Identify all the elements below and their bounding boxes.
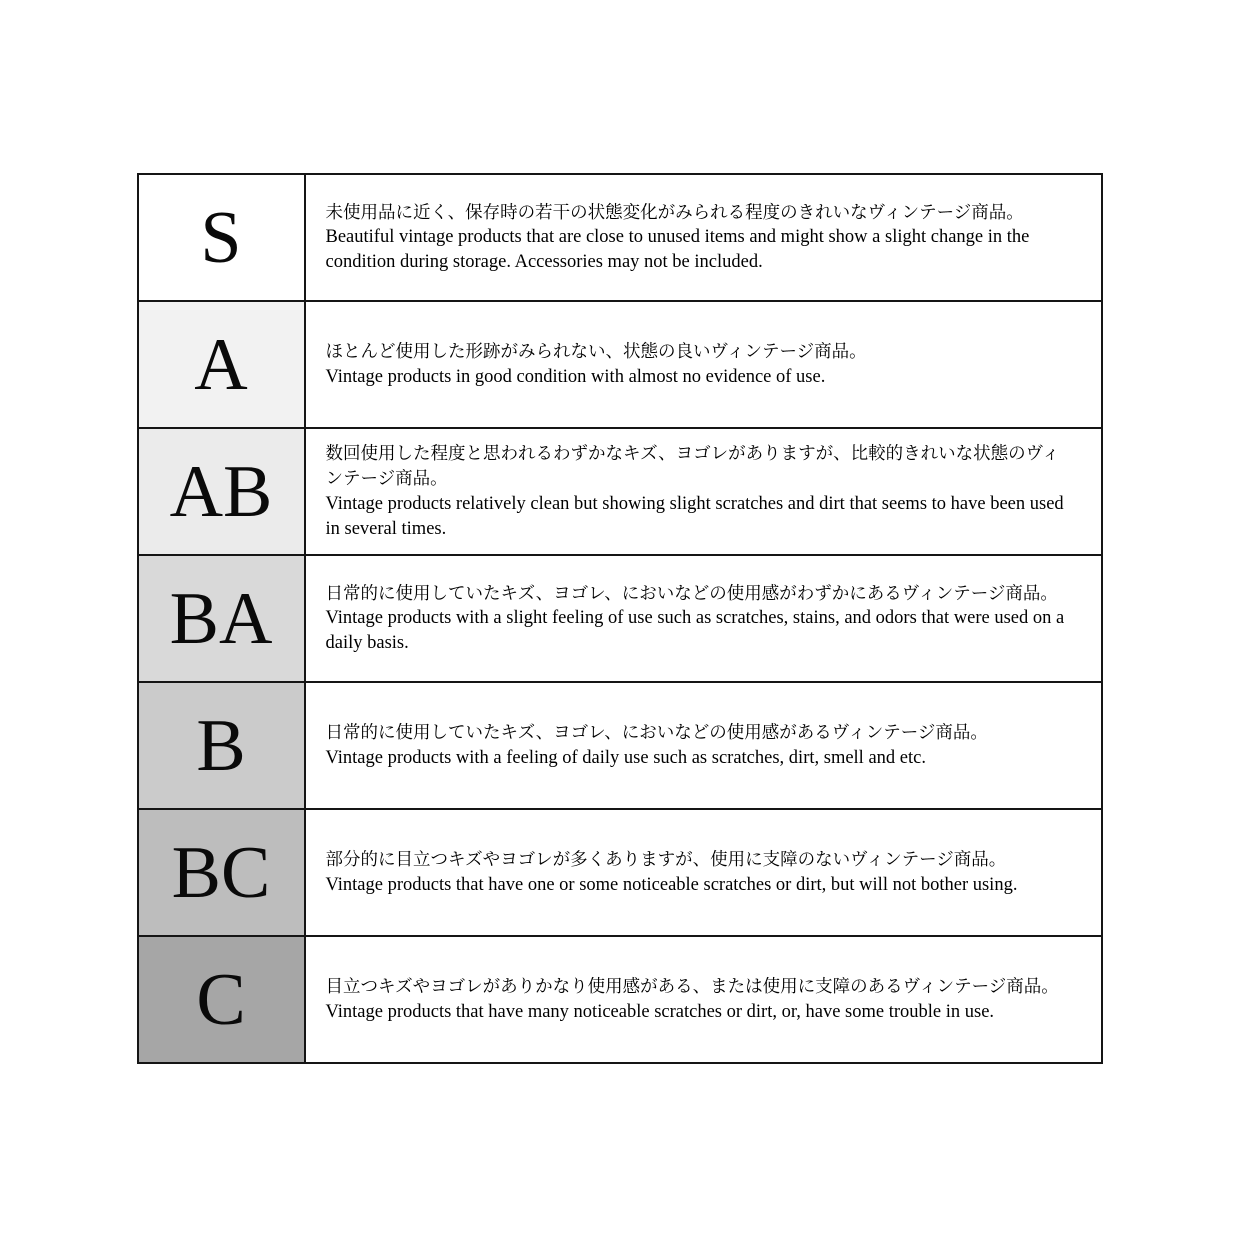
table-row-grade-bc xyxy=(138,809,1102,936)
description-english: Vintage products that have many noticeable scratches or dirt, or, have some trouble in use. xyxy=(325,1001,995,1022)
description-cell-a xyxy=(305,301,1102,428)
grade-cell-b: B xyxy=(138,682,305,809)
description-cell-ab xyxy=(305,428,1102,555)
description-japanese: 日常的に使用していたキズ、ヨゴレ、においなどの使用感がわずかにあるヴィンテージ商品。 xyxy=(325,582,1058,603)
table-row-grade-c xyxy=(138,936,1102,1063)
description-cell-ba xyxy=(305,555,1102,682)
description-japanese: 目立つキズやヨゴレがありかなり使用感がある、または使用に支障のあるヴィンテージ商品。 xyxy=(325,976,1059,997)
description-english: Vintage products relatively clean but showing slight scratches and dirt that seems to have been used in several times. xyxy=(325,493,1064,539)
description-english: Vintage products with a slight feeling of use such as scratches, stains, and odors that were used on a daily basis. xyxy=(325,608,1065,654)
grade-cell-a: A xyxy=(138,301,305,428)
table-row-grade-ab xyxy=(138,428,1102,555)
table-row-grade-b xyxy=(138,682,1102,809)
description-cell-bc xyxy=(305,809,1102,936)
description-cell-s xyxy=(305,174,1102,301)
description-japanese: ほとんど使用した形跡がみられない、状態の良いヴィンテージ商品。 xyxy=(325,341,867,362)
description-japanese: 部分的に目立つキズやヨゴレが多くありますが、使用に支障のないヴィンテージ商品。 xyxy=(325,849,1007,870)
grade-cell-c: C xyxy=(138,936,305,1063)
description-english: Beautiful vintage products that are close to unused items and might show a slight change in the condition during storage. Accessories may not be included. xyxy=(325,227,1030,273)
table-row-grade-a xyxy=(138,301,1102,428)
table-row-grade-ba xyxy=(138,555,1102,682)
description-japanese: 日常的に使用していたキズ、ヨゴレ、においなどの使用感があるヴィンテージ商品。 xyxy=(325,722,988,743)
description-cell-c xyxy=(305,936,1102,1063)
description-english: Vintage products with a feeling of daily use such as scratches, dirt, smell and etc. xyxy=(325,747,926,768)
description-english: Vintage products that have one or some noticeable scratches or dirt, but will not bother using. xyxy=(325,874,1018,895)
table-row-grade-s xyxy=(138,174,1102,301)
grade-cell-bc: BC xyxy=(138,809,305,936)
grade-cell-s: S xyxy=(138,174,305,301)
grade-cell-ba: BA xyxy=(138,555,305,682)
description-cell-b xyxy=(305,682,1102,809)
description-english: Vintage products in good condition with almost no evidence of use. xyxy=(325,366,826,387)
grade-cell-ab: AB xyxy=(138,428,305,555)
condition-grade-table xyxy=(137,173,1103,1064)
description-japanese: 未使用品に近く、保存時の若干の状態変化がみられる程度のきれいなヴィンテージ商品。 xyxy=(325,201,1024,222)
description-japanese: 数回使用した程度と思われるわずかなキズ、ヨゴレがありますが、比較的きれいな状態のヴィンテージ商品。 xyxy=(325,443,1060,489)
